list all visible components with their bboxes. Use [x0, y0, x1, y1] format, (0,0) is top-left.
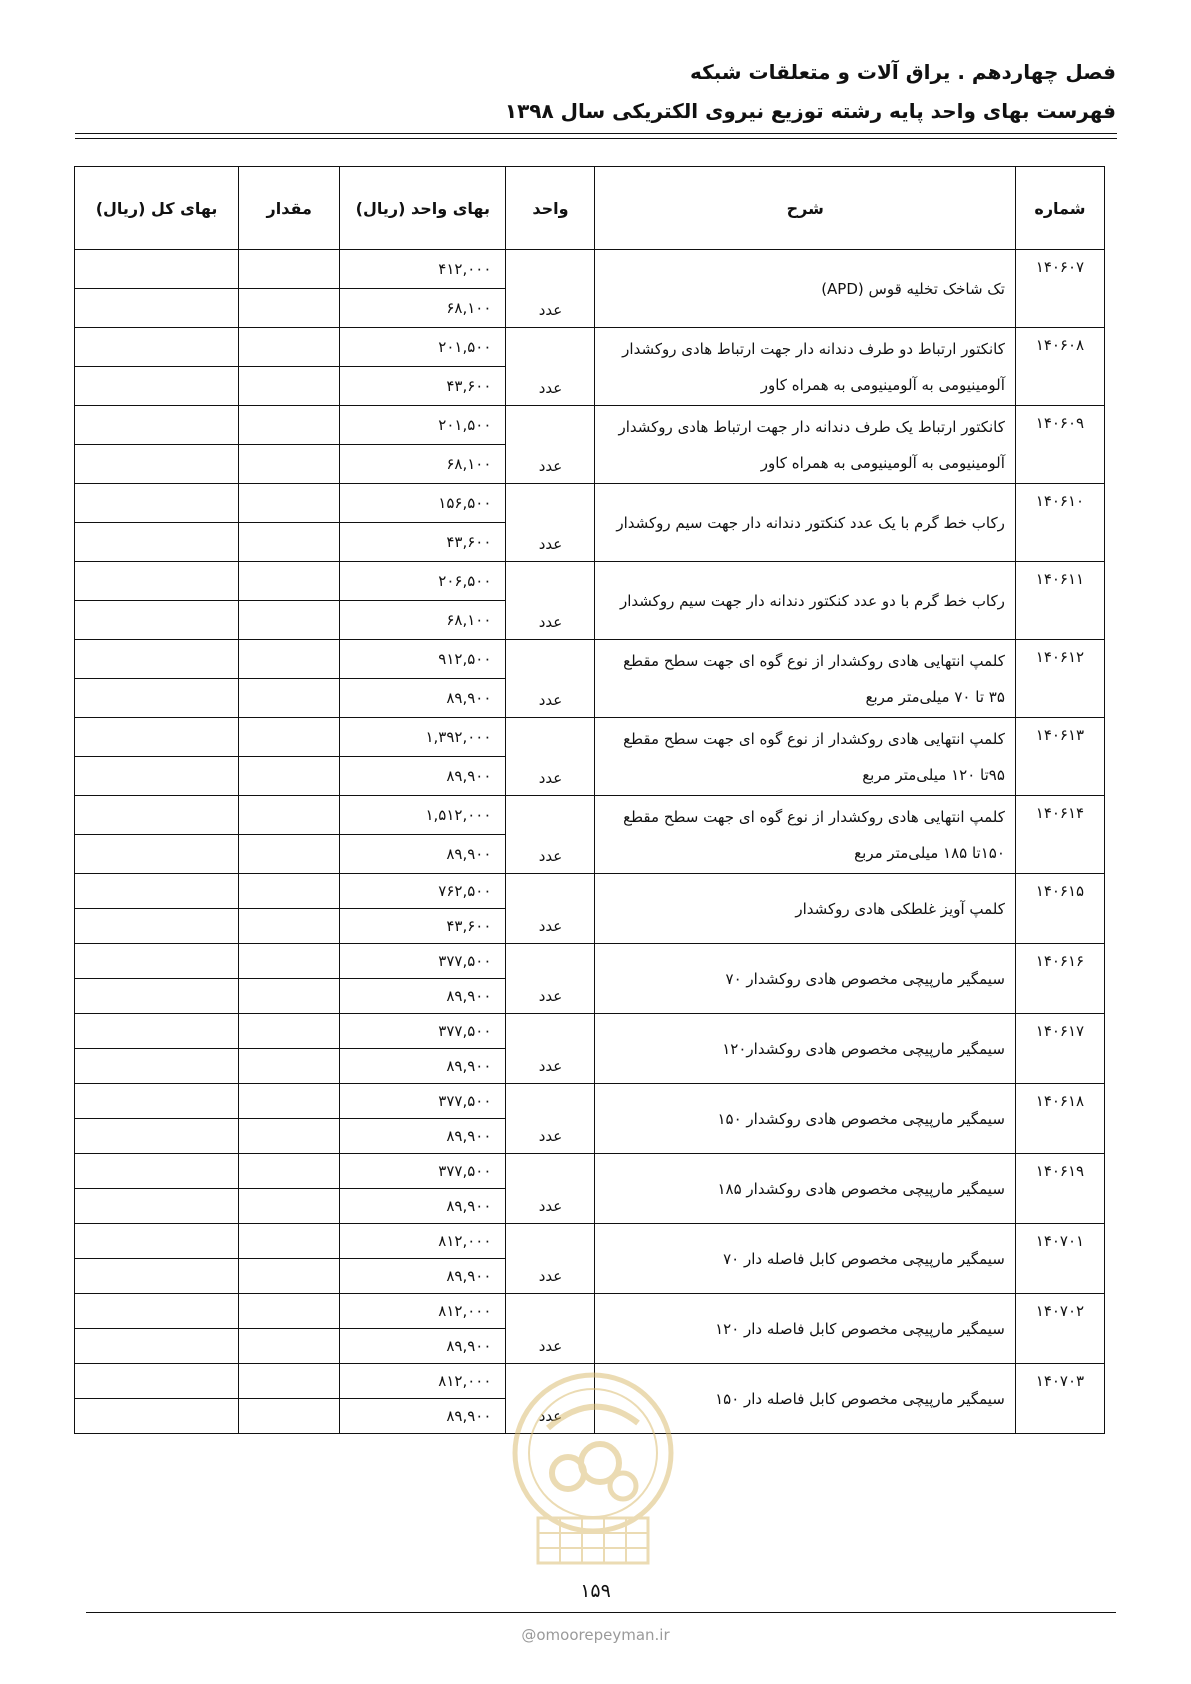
unit-price-cell: ۶۸,۱۰۰: [340, 601, 506, 640]
quantity-cell: [239, 445, 340, 484]
code-cell: ۱۴۰۶۱۰: [1015, 484, 1104, 562]
total-cell: [75, 1399, 239, 1434]
unit-cell: عدد: [506, 796, 595, 874]
table-row: [75, 1084, 1105, 1119]
description-cell: سیمگیر مارپیچی مخصوص هادی روکشدار ۱۸۵: [595, 1154, 1015, 1224]
unit-price-cell: ۳۷۷,۵۰۰: [340, 944, 506, 979]
quantity-cell: [239, 523, 340, 562]
quantity-cell: [239, 944, 340, 979]
total-cell: [75, 484, 239, 523]
unit-price-cell: ۸۹,۹۰۰: [340, 1399, 506, 1434]
col-header-unit-price: بهای واحد (ریال): [340, 167, 506, 250]
description-cell: رکاب خط گرم با دو عدد کنکتور دندانه دار جهت سیم روکشدار: [595, 562, 1015, 640]
unit-cell: عدد: [506, 944, 595, 1014]
quantity-cell: [239, 328, 340, 367]
quantity-cell: [239, 796, 340, 835]
unit-price-cell: ۴۳,۶۰۰: [340, 367, 506, 406]
code-cell: ۱۴۰۶۰۸: [1015, 328, 1104, 406]
unit-price-cell: ۶۸,۱۰۰: [340, 289, 506, 328]
code-cell: ۱۴۰۷۰۳: [1015, 1364, 1104, 1434]
unit-cell: عدد: [506, 874, 595, 944]
unit-price-cell: ۸۱۲,۰۰۰: [340, 1364, 506, 1399]
total-cell: [75, 406, 239, 445]
code-cell: ۱۴۰۶۱۷: [1015, 1014, 1104, 1084]
total-cell: [75, 1049, 239, 1084]
quantity-cell: [239, 1294, 340, 1329]
col-header-code: شماره: [1015, 167, 1104, 250]
price-list-table: [74, 166, 1105, 1434]
table-header-row: [75, 167, 1105, 250]
quantity-cell: [239, 562, 340, 601]
unit-cell: عدد: [506, 718, 595, 796]
table-body: [75, 250, 1105, 1434]
unit-price-cell: ۸۹,۹۰۰: [340, 679, 506, 718]
quantity-cell: [239, 406, 340, 445]
description-cell: تک شاخک تخلیه قوس (APD): [595, 250, 1015, 328]
quantity-cell: [239, 1224, 340, 1259]
quantity-cell: [239, 1014, 340, 1049]
unit-price-cell: ۸۹,۹۰۰: [340, 1119, 506, 1154]
quantity-cell: [239, 1329, 340, 1364]
quantity-cell: [239, 757, 340, 796]
unit-cell: عدد: [506, 640, 595, 718]
quantity-cell: [239, 1154, 340, 1189]
total-cell: [75, 1014, 239, 1049]
unit-price-cell: ۱۵۶,۵۰۰: [340, 484, 506, 523]
total-cell: [75, 944, 239, 979]
table-row: [75, 640, 1105, 679]
total-cell: [75, 909, 239, 944]
quantity-cell: [239, 1084, 340, 1119]
code-cell: ۱۴۰۶۰۷: [1015, 250, 1104, 328]
unit-price-cell: ۷۶۲,۵۰۰: [340, 874, 506, 909]
description-cell: سیمگیر مارپیچی مخصوص کابل فاصله دار ۱۲۰: [595, 1294, 1015, 1364]
total-cell: [75, 679, 239, 718]
total-cell: [75, 1224, 239, 1259]
unit-price-cell: ۲۰۶,۵۰۰: [340, 562, 506, 601]
table-row: [75, 1294, 1105, 1329]
table-row: [75, 874, 1105, 909]
page-number: ۱۵۹: [580, 1580, 611, 1602]
total-cell: [75, 601, 239, 640]
col-header-unit: واحد: [506, 167, 595, 250]
unit-price-cell: ۲۰۱,۵۰۰: [340, 406, 506, 445]
watermark-url: @omoorepeyman.ir: [521, 1626, 670, 1644]
table-row: [75, 1154, 1105, 1189]
unit-price-cell: ۲۰۱,۵۰۰: [340, 328, 506, 367]
unit-price-cell: ۸۹,۹۰۰: [340, 835, 506, 874]
quantity-cell: [239, 289, 340, 328]
total-cell: [75, 1084, 239, 1119]
unit-cell: عدد: [506, 406, 595, 484]
total-cell: [75, 874, 239, 909]
quantity-cell: [239, 640, 340, 679]
description-cell: سیمگیر مارپیچی مخصوص کابل فاصله دار ۷۰: [595, 1224, 1015, 1294]
total-cell: [75, 445, 239, 484]
description-cell: کلمپ انتهایی هادی روکشدار از نوع گوه ای جهت سطح مقطع ۳۵ تا ۷۰ میلی‌متر مربع: [595, 640, 1015, 718]
total-cell: [75, 1294, 239, 1329]
unit-price-cell: ۳۷۷,۵۰۰: [340, 1014, 506, 1049]
unit-price-cell: ۴۳,۶۰۰: [340, 909, 506, 944]
description-cell: سیمگیر مارپیچی مخصوص کابل فاصله دار ۱۵۰: [595, 1364, 1015, 1434]
table-row: [75, 718, 1105, 757]
total-cell: [75, 1189, 239, 1224]
total-cell: [75, 289, 239, 328]
total-cell: [75, 523, 239, 562]
document-subtitle: فهرست بهای واحد پایه رشته توزیع نیروی الکتریکی سال ۱۳۹۸: [504, 99, 1116, 123]
code-cell: ۱۴۰۷۰۲: [1015, 1294, 1104, 1364]
description-cell: رکاب خط گرم با یک عدد کنکتور دندانه دار جهت سیم روکشدار: [595, 484, 1015, 562]
total-cell: [75, 562, 239, 601]
code-cell: ۱۴۰۶۱۶: [1015, 944, 1104, 1014]
code-cell: ۱۴۰۶۱۳: [1015, 718, 1104, 796]
code-cell: ۱۴۰۶۱۸: [1015, 1084, 1104, 1154]
quantity-cell: [239, 1189, 340, 1224]
quantity-cell: [239, 979, 340, 1014]
quantity-cell: [239, 874, 340, 909]
unit-price-cell: ۸۱۲,۰۰۰: [340, 1294, 506, 1329]
total-cell: [75, 328, 239, 367]
unit-price-cell: ۶۸,۱۰۰: [340, 445, 506, 484]
description-cell: کلمپ آویز غلطکی هادی روکشدار: [595, 874, 1015, 944]
unit-cell: عدد: [506, 562, 595, 640]
quantity-cell: [239, 601, 340, 640]
unit-price-cell: ۸۹,۹۰۰: [340, 979, 506, 1014]
quantity-cell: [239, 367, 340, 406]
unit-price-cell: ۱,۳۹۲,۰۰۰: [340, 718, 506, 757]
unit-price-cell: ۸۹,۹۰۰: [340, 1189, 506, 1224]
table-row: [75, 406, 1105, 445]
description-cell: سیمگیر مارپیچی مخصوص هادی روکشدار ۷۰: [595, 944, 1015, 1014]
unit-price-cell: ۸۹,۹۰۰: [340, 757, 506, 796]
description-cell: کانکتور ارتباط دو طرف دندانه دار جهت ارتباط هادی روکشدار آلومینیومی به آلومینیومی به همراه کاور: [595, 328, 1015, 406]
total-cell: [75, 1154, 239, 1189]
unit-cell: عدد: [506, 1294, 595, 1364]
total-cell: [75, 835, 239, 874]
total-cell: [75, 640, 239, 679]
total-cell: [75, 1119, 239, 1154]
unit-cell: عدد: [506, 1084, 595, 1154]
total-cell: [75, 979, 239, 1014]
header-rule-bottom: [75, 138, 1117, 139]
total-cell: [75, 1259, 239, 1294]
quantity-cell: [239, 679, 340, 718]
watermark-logo: [508, 1368, 678, 1578]
table-row: [75, 796, 1105, 835]
description-cell: سیمگیر مارپیچی مخصوص هادی روکشدار ۱۵۰: [595, 1084, 1015, 1154]
chapter-title: فصل چهاردهم . یراق آلات و متعلقات شبکه: [689, 60, 1116, 84]
table-row: [75, 484, 1105, 523]
total-cell: [75, 367, 239, 406]
col-header-total: بهای کل (ریال): [75, 167, 239, 250]
unit-price-cell: ۴۱۲,۰۰۰: [340, 250, 506, 289]
quantity-cell: [239, 835, 340, 874]
description-cell: سیمگیر مارپیچی مخصوص هادی روکشدار۱۲۰: [595, 1014, 1015, 1084]
unit-cell: عدد: [506, 1224, 595, 1294]
unit-cell: عدد: [506, 250, 595, 328]
unit-price-cell: ۳۷۷,۵۰۰: [340, 1154, 506, 1189]
total-cell: [75, 1364, 239, 1399]
unit-price-cell: ۳۷۷,۵۰۰: [340, 1084, 506, 1119]
unit-price-cell: ۴۳,۶۰۰: [340, 523, 506, 562]
header-rule-top: [75, 133, 1117, 134]
total-cell: [75, 250, 239, 289]
code-cell: ۱۴۰۶۱۹: [1015, 1154, 1104, 1224]
code-cell: ۱۴۰۶۰۹: [1015, 406, 1104, 484]
quantity-cell: [239, 1259, 340, 1294]
unit-cell: عدد: [506, 1154, 595, 1224]
code-cell: ۱۴۰۶۱۵: [1015, 874, 1104, 944]
unit-price-cell: ۸۹,۹۰۰: [340, 1259, 506, 1294]
unit-price-cell: ۹۱۲,۵۰۰: [340, 640, 506, 679]
code-cell: ۱۴۰۶۱۱: [1015, 562, 1104, 640]
quantity-cell: [239, 484, 340, 523]
table-row: [75, 944, 1105, 979]
table-row: [75, 562, 1105, 601]
table-row: [75, 1014, 1105, 1049]
total-cell: [75, 1329, 239, 1364]
unit-price-cell: ۸۱۲,۰۰۰: [340, 1224, 506, 1259]
code-cell: ۱۴۰۶۱۲: [1015, 640, 1104, 718]
table-row: [75, 250, 1105, 289]
total-cell: [75, 718, 239, 757]
unit-price-cell: ۱,۵۱۲,۰۰۰: [340, 796, 506, 835]
quantity-cell: [239, 909, 340, 944]
unit-cell: عدد: [506, 484, 595, 562]
unit-price-cell: ۸۹,۹۰۰: [340, 1329, 506, 1364]
quantity-cell: [239, 1364, 340, 1399]
description-cell: کلمپ انتهایی هادی روکشدار از نوع گوه ای جهت سطح مقطع ۱۵۰تا ۱۸۵ میلی‌متر مربع: [595, 796, 1015, 874]
quantity-cell: [239, 1049, 340, 1084]
quantity-cell: [239, 1399, 340, 1434]
description-cell: کلمپ انتهایی هادی روکشدار از نوع گوه ای جهت سطح مقطع ۹۵تا ۱۲۰ میلی‌متر مربع: [595, 718, 1015, 796]
total-cell: [75, 796, 239, 835]
code-cell: ۱۴۰۷۰۱: [1015, 1224, 1104, 1294]
total-cell: [75, 757, 239, 796]
unit-cell: عدد: [506, 328, 595, 406]
table-row: [75, 1224, 1105, 1259]
col-header-quantity: مقدار: [239, 167, 340, 250]
quantity-cell: [239, 718, 340, 757]
quantity-cell: [239, 1119, 340, 1154]
col-header-description: شرح: [595, 167, 1015, 250]
unit-cell: عدد: [506, 1364, 595, 1434]
unit-cell: عدد: [506, 1014, 595, 1084]
footer-rule: [86, 1612, 1116, 1613]
code-cell: ۱۴۰۶۱۴: [1015, 796, 1104, 874]
unit-price-cell: ۸۹,۹۰۰: [340, 1049, 506, 1084]
quantity-cell: [239, 250, 340, 289]
table-row: [75, 328, 1105, 367]
description-cell: کانکتور ارتباط یک طرف دندانه دار جهت ارتباط هادی روکشدار آلومینیومی به آلومینیومی به همراه کاور: [595, 406, 1015, 484]
